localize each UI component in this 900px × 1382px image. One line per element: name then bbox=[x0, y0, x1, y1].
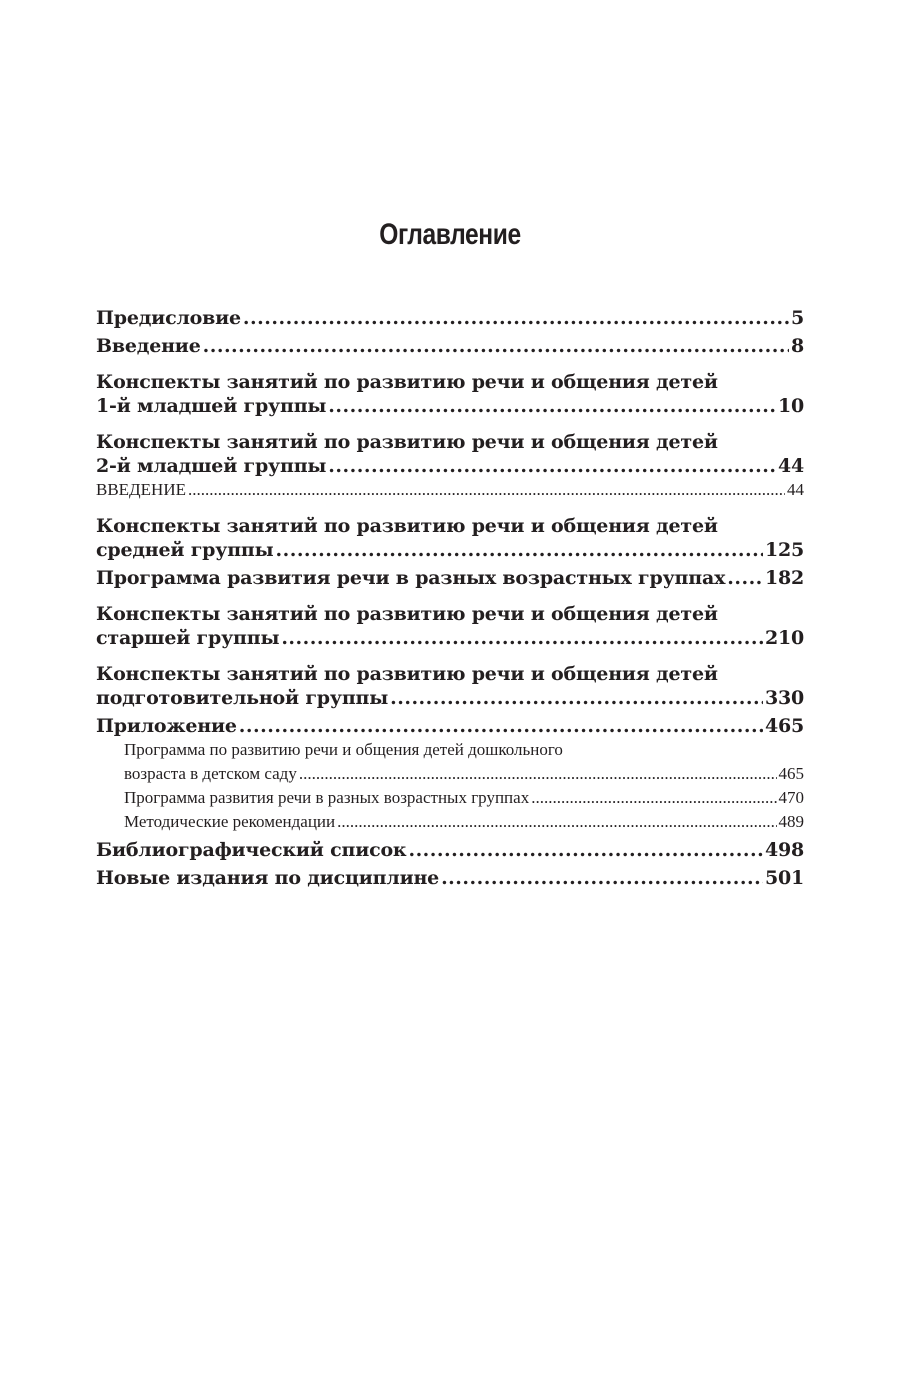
toc-entry-label-line1: Конспекты занятий по развитию речи и общения детей bbox=[96, 603, 718, 625]
dot-leader bbox=[203, 334, 789, 358]
dot-leader bbox=[408, 838, 762, 862]
page-title: Оглавление bbox=[379, 218, 521, 251]
toc-entry-label: Предисловие bbox=[96, 307, 241, 329]
dot-leader bbox=[531, 786, 776, 810]
toc-page-number: 465 bbox=[764, 715, 804, 737]
toc-page-number: 498 bbox=[764, 839, 804, 861]
dot-leader bbox=[390, 686, 763, 710]
toc-page-number: 10 bbox=[777, 395, 804, 417]
dot-leader bbox=[299, 762, 777, 786]
toc-entry-label: ВВЕДЕНИЕ bbox=[96, 480, 186, 499]
toc-subentry-speech-program[interactable] bbox=[96, 786, 804, 810]
toc-entry-senior[interactable] bbox=[96, 602, 804, 650]
toc-entry-preface[interactable] bbox=[96, 306, 804, 330]
toc-page-number: 470 bbox=[778, 788, 804, 807]
toc-entry-label: средней группы bbox=[96, 539, 274, 561]
toc-entry-appendix[interactable] bbox=[96, 714, 804, 738]
toc-entry-label-line1: Конспекты занятий по развитию речи и общения детей bbox=[96, 431, 718, 453]
toc-entry-junior-1[interactable] bbox=[96, 370, 804, 418]
toc-subentry-guidelines[interactable] bbox=[96, 810, 804, 834]
toc-subentry-preschool-program[interactable] bbox=[96, 738, 804, 786]
toc-entry-middle[interactable] bbox=[96, 514, 804, 562]
toc-entry-speech-program[interactable] bbox=[96, 566, 804, 590]
toc-entry-label: Библиографический список bbox=[96, 839, 407, 861]
toc-page-number: 125 bbox=[764, 539, 804, 561]
toc-entry-label-line1: Программа по развитию речи и общения детей дошкольного bbox=[124, 740, 563, 759]
toc-subentry-introduction[interactable] bbox=[96, 478, 804, 502]
toc-page-number: 44 bbox=[787, 480, 804, 499]
toc-entry-bibliography[interactable] bbox=[96, 838, 804, 862]
dot-leader bbox=[441, 866, 763, 890]
dot-leader bbox=[239, 714, 763, 738]
dot-leader bbox=[727, 566, 763, 590]
toc-entry-label: Новые издания по дисциплине bbox=[96, 867, 440, 889]
toc-entry-label: Программа развития речи в разных возрастных группах bbox=[96, 567, 726, 589]
toc-entry-label: 1-й младшей группы bbox=[96, 395, 327, 417]
toc-page-number: 501 bbox=[764, 867, 804, 889]
toc-entry-junior-2[interactable] bbox=[96, 430, 804, 478]
toc-entry-new-editions[interactable] bbox=[96, 866, 804, 890]
dot-leader bbox=[243, 306, 789, 330]
toc-entry-label-line1: Конспекты занятий по развитию речи и общения детей bbox=[96, 515, 718, 537]
toc-page-number: 182 bbox=[764, 567, 804, 589]
dot-leader bbox=[275, 538, 762, 562]
toc-entry-label: возраста в детском саду bbox=[124, 764, 297, 783]
toc-entry-label: Приложение bbox=[96, 715, 237, 737]
toc-page-number: 465 bbox=[778, 764, 804, 783]
toc-entry-label-line1: Конспекты занятий по развитию речи и общения детей bbox=[96, 371, 718, 393]
dot-leader bbox=[188, 478, 785, 502]
toc-page-number: 210 bbox=[764, 627, 804, 649]
toc-page-number: 5 bbox=[790, 307, 804, 329]
table-of-contents bbox=[96, 306, 804, 890]
toc-entry-introduction[interactable] bbox=[96, 334, 804, 358]
dot-leader bbox=[328, 454, 776, 478]
toc-entry-label: Программа развития речи в разных возрастных группах bbox=[124, 788, 530, 807]
toc-entry-label: Введение bbox=[96, 335, 201, 357]
toc-entry-label-line1: Конспекты занятий по развитию речи и общения детей bbox=[96, 663, 718, 685]
toc-entry-label: 2-й младшей группы bbox=[96, 455, 327, 477]
dot-leader bbox=[281, 626, 763, 650]
toc-entry-preparatory[interactable] bbox=[96, 662, 804, 710]
toc-entry-label: старшей группы bbox=[96, 627, 280, 649]
toc-page-number: 8 bbox=[790, 335, 804, 357]
toc-entry-label: подготовительной группы bbox=[96, 687, 389, 709]
toc-page-number: 44 bbox=[777, 455, 804, 477]
dot-leader bbox=[337, 810, 776, 834]
dot-leader bbox=[328, 394, 776, 418]
toc-page-number: 330 bbox=[764, 687, 804, 709]
toc-page-number: 489 bbox=[778, 812, 804, 831]
toc-entry-label: Методические рекомендации bbox=[124, 812, 336, 831]
